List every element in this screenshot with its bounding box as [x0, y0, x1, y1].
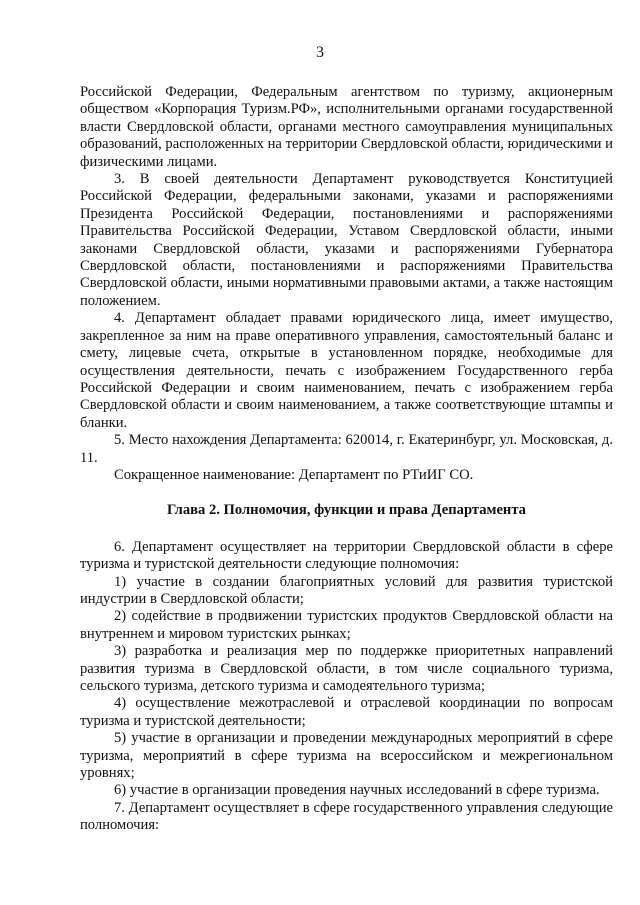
list-item-4: 4) осуществление межотраслевой и отраслевой координации по вопросам туризма и туристской деятельности;	[80, 695, 613, 729]
list-item-2: 2) содействие в продвижении туристских продуктов Свердловской области на внутреннем и мировом туристских рынках;	[80, 608, 613, 642]
paragraph-item-7: 7. Департамент осуществляет в сфере государственного управления следующие полномочия:	[80, 799, 613, 834]
paragraph-short-name: Сокращенное наименование: Департамент по РТиИГ СО.	[114, 466, 474, 483]
page-number: 3	[316, 44, 324, 61]
paragraph-item-4: 4. Департамент обладает правами юридического лица, имеет имущество, закрепленное за ним на праве оперативного управления, самостоятельный баланс и смету, лицевые счета, открытые в установленном порядке, необходимые для осуществления деятельности, печать с изображением Государственного герба Российской Федерации и своим наименованием, печать с изображением герба Свердловской области и своим наименованием, а также соответствующие штампы и бланки.	[80, 310, 613, 431]
paragraph-continuation: Российской Федерации, Федеральным агентством по туризму, акционерным обществом «Корпорация Туризм.РФ», исполнительными органами государственной власти Свердловской области, органами местного самоуправления муниципальных образований, расположенных на территории Свердловской области, юридическими и физическими лицами.	[80, 84, 613, 170]
paragraph-item-3: 3. В своей деятельности Департамент руководствуется Конституцией Российской Федерации, федеральными законами, указами и распоряжениями Президента Российской Федерации, постановлениями и распоряжениями Правительства Российской Федерации, Уставом Свердловской области, иными законами Свердловской области, указами и распоряжениями Губернатора Свердловской области, постановлениями и распоряжениями Правительства Свердловской области, иными нормативными правовыми актами, а также настоящим положением.	[80, 171, 613, 309]
list-item-5: 5) участие в организации и проведении международных мероприятий в сфере туризма, мероприятий в сфере туризма на всероссийском и межрегиональном уровнях;	[80, 730, 613, 782]
list-item-1: 1) участие в создании благоприятных условий для развития туристской индустрии в Свердловской области;	[80, 573, 613, 607]
paragraph-item-5-address: 5. Место нахождения Департамента: 620014, г. Екатеринбург, ул. Московская, д. 11.	[80, 432, 613, 466]
document-body	[80, 84, 613, 835]
paragraph-item-6: 6. Департамент осуществляет на территории Свердловской области в сфере туризма и туристской деятельности следующие полномочия:	[80, 538, 613, 573]
list-item-6: 6) участие в организации проведения научных исследований в сфере туризма.	[114, 782, 600, 799]
chapter-heading: Глава 2. Полномочия, функции и права Департамента	[167, 502, 526, 519]
list-item-3: 3) разработка и реализация мер по поддержке приоритетных направлений развития туризма в Свердловской области, в том числе социального туризма, сельского туризма, детского туризма и самодеятельного туризма;	[80, 643, 613, 694]
